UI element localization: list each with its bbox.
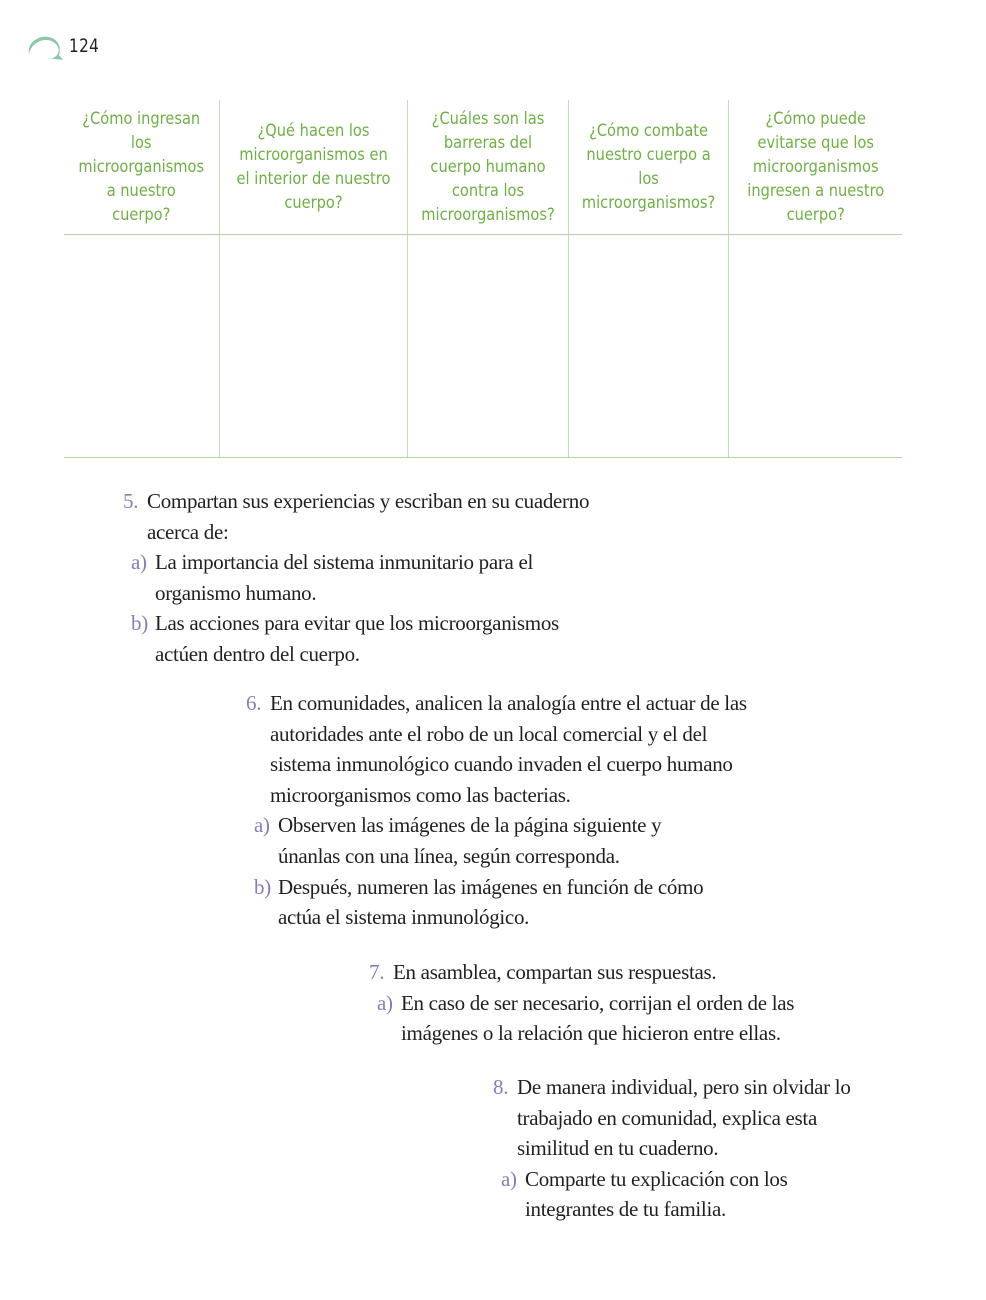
activity-text: 8. De manera individual, pero sin olvidar lo trabajado en comunidad, explica esta similitud en tu cuaderno.: [493, 1072, 883, 1164]
page-number: 124: [69, 35, 100, 57]
subitem: a) Comparte tu explicación con los integrantes de tu familia.: [493, 1164, 845, 1225]
activity-number: 6.: [246, 691, 262, 715]
table-header-row: [64, 100, 902, 234]
subitem-letter: a): [501, 1166, 517, 1191]
snail-icon: [26, 30, 64, 62]
activity-7: [369, 957, 869, 1049]
column-header: ¿Cómo puede evitarse que los microorganismos ingresen a nuestro cuerpo?: [728, 100, 902, 234]
activity-8: [493, 1072, 883, 1225]
subitem-letter: b): [131, 611, 148, 636]
subitem-letter: b): [254, 874, 271, 899]
activity-number: 8.: [493, 1075, 509, 1099]
subitem-letter: a): [131, 550, 147, 575]
activity-number: 7.: [369, 960, 385, 984]
activity-text: 7. En asamblea, compartan sus respuestas.: [369, 957, 869, 988]
subitem: b) Las acciones para evitar que los microorganismos actúen dentro del cuerpo.: [123, 608, 575, 669]
subitem: a) Observen las imágenes de la página siguiente y únanlas con una línea, según corresponda.: [246, 810, 718, 871]
column-header: ¿Cómo combate nuestro cuerpo a los microorganismos?: [568, 100, 728, 234]
answer-cell[interactable]: [728, 234, 902, 458]
subitem: a) En caso de ser necesario, corrijan el orden de las imágenes o la relación que hicieron entre ellas.: [369, 988, 861, 1049]
activity-number: 5.: [123, 489, 139, 513]
table-row: [64, 234, 902, 458]
questions-table: [64, 100, 902, 458]
activity-text: 6. En comunidades, analicen la analogía entre el actuar de las autoridades ante el robo de un local comercial y el del sistema inmunológico cuando invaden el cuerpo humano microorganismos como las bacterias.: [246, 688, 766, 810]
answer-cell[interactable]: [64, 234, 219, 458]
subitem-letter: a): [377, 990, 393, 1015]
page-header: [26, 30, 107, 62]
answer-cell[interactable]: [568, 234, 728, 458]
column-header: ¿Cuáles son las barreras del cuerpo humano contra los microorganismos?: [407, 100, 568, 234]
answer-cell[interactable]: [407, 234, 568, 458]
column-header: ¿Cómo ingresan los microorganismos a nuestro cuerpo?: [64, 100, 219, 234]
subitem-letter: a): [254, 813, 270, 838]
column-header: ¿Qué hacen los microorganismos en el interior de nuestro cuerpo?: [219, 100, 407, 234]
subitem: a) La importancia del sistema inmunitario para el organismo humano.: [123, 547, 595, 608]
activity-text: 5. Compartan sus experiencias y escriban en su cuaderno acerca de:: [123, 486, 593, 547]
subitem: b) Después, numeren las imágenes en función de cómo actúa el sistema inmunológico.: [246, 872, 718, 933]
answer-cell[interactable]: [219, 234, 407, 458]
activity-5: [123, 486, 593, 670]
activity-6: [246, 688, 766, 933]
